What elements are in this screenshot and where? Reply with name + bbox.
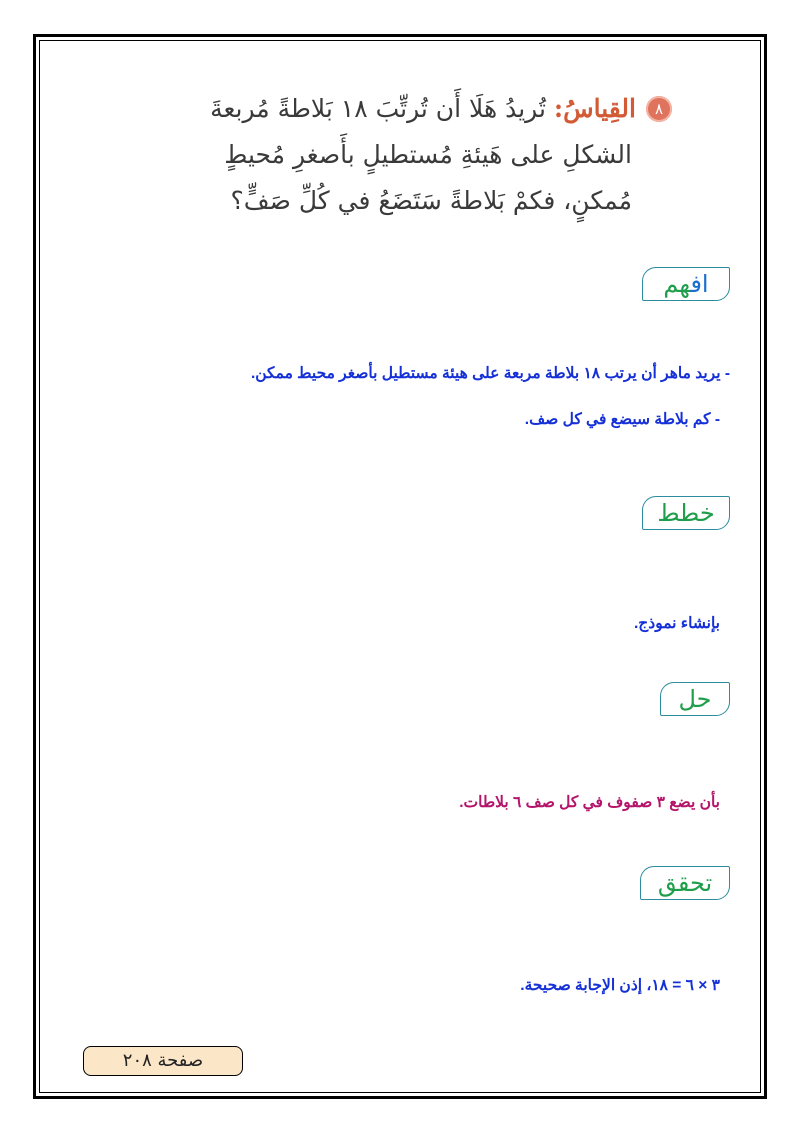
- problem-text-1: تُريدُ هَلَا أَن تُرتِّبَ ١٨ بَلاطةً مُربعةَ: [210, 94, 546, 123]
- problem-line-3: مُمكنٍ، فكمْ بَلاطةً سَتَضَعُ في كُلِّ صَفٍّ؟: [230, 186, 632, 215]
- understand-label-suffix: هم: [663, 270, 691, 298]
- understand-line-1: - يريد ماهر أن يرتب ١٨ بلاطة مربعة على هيئة مستطيل بأصغر محيط ممكن.: [250, 365, 730, 382]
- problem-label: القِياسُ:: [553, 94, 636, 123]
- page-number-box: صفحة ٢٠٨: [83, 1046, 243, 1076]
- section-label-understand: [642, 267, 730, 301]
- problem-number-badge: ٨: [646, 96, 672, 122]
- understand-line-2: - كم بلاطة سيضع في كل صف.: [524, 411, 720, 428]
- section-label-check: تحقق: [640, 866, 730, 900]
- check-line: ٣ × ٦ = ١٨، إذن الإجابة صحيحة.: [520, 977, 720, 994]
- understand-label-prefix: اف: [690, 270, 709, 298]
- section-label-solve: حل: [660, 682, 730, 716]
- problem-line-1: [112, 86, 672, 132]
- problem-statement: [112, 86, 672, 224]
- solve-line: بأن يضع ٣ صفوف في كل صف ٦ بلاطات.: [459, 794, 720, 811]
- section-label-plan: خطط: [642, 496, 730, 530]
- plan-line: بإنشاء نموذج.: [634, 615, 720, 632]
- problem-line-2: الشكلِ على هَيئةِ مُستطيلٍ بأَصغرِ مُحيطٍ: [224, 140, 632, 169]
